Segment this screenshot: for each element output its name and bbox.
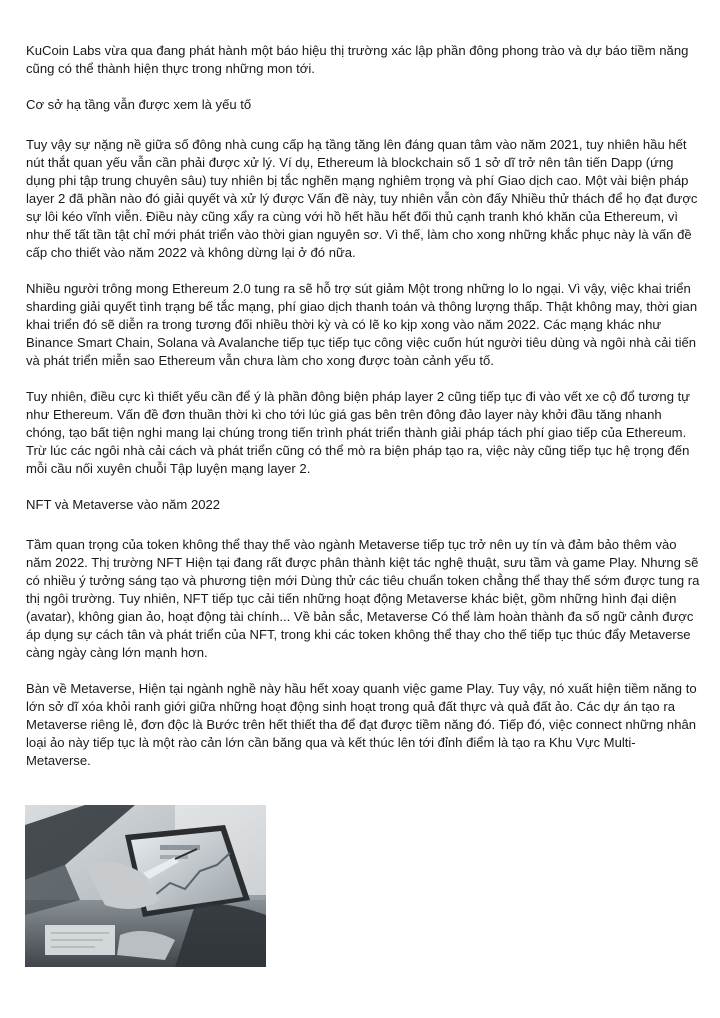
- section-heading-infrastructure: Cơ sở hạ tầng vẫn được xem là yếu tố: [26, 97, 252, 112]
- infrastructure-paragraph-2: Nhiều người trông mong Ethereum 2.0 tung ra sẽ hỗ trợ sút giảm Một trong những lo lo ngại. Vì vậy, việc khai triển sharding giải quyết tình trạng bế tắc mạng, phí giao dịch thanh toán và thông lượng thấp. Thật không may, thời gian khai triển đó sẽ diễn ra trong tương đối nhiều thời kỳ và có lẽ ko kịp xong vào năm 2022. Các mạng khác như Binance Smart Chain, Solana và Avalanche tiếp tục tiếp tục công việc cuốn hút người tiêu dùng và ngôi nhà cải tiến và phát triển miễn sao Ethereum vẫn chưa làm cho xong được toàn cảnh yếu tố.: [26, 281, 698, 368]
- business-tablet-photo: [25, 805, 266, 967]
- section-heading-nft-metaverse: NFT và Metaverse vào năm 2022: [26, 497, 221, 512]
- nft-paragraph-2: Bàn về Metaverse, Hiện tại ngành nghề này hầu hết xoay quanh việc game Play. Tuy vậy, nó xuất hiện tiềm năng to lớn sở dĩ xóa khỏi ranh giới giữa những hoạt động sinh hoạt trong quả đất thực và quả đất ảo. Các dự án tạo ra Metaverse riêng lẻ, đơn độc là Bước trên hết thiết tha để đạt được tiềm năng đó. Tiếp đó, việc connect những nhân loại ảo này tiếp tục là một rào cản lớn cần băng qua và kết thúc lên tới đỉnh điểm là tạo ra Khu Vực Multi-Metaverse.: [26, 681, 697, 768]
- intro-paragraph: KuCoin Labs vừa qua đang phát hành một báo hiệu thị trường xác lập phần đông phong trào và dự báo tiềm năng cũng có thể thành hiện thực trong những mon tới.: [26, 43, 689, 76]
- infrastructure-paragraph-1: Tuy vậy sự nặng nề giữa số đông nhà cung cấp hạ tầng tăng lên đáng quan tâm vào năm 2021, tuy nhiên hầu hết nút thắt quan yếu vẫn cần phải được xử lý. Ví dụ, Ethereum là blockchain số 1 sở dĩ trở nên tân tiến Dapp (ứng dụng phi tập trung chuyên sâu) tuy nhiên bị tắc nghẽn mạng nghiêm trọng và phí Giao dịch cao. Một vài biện pháp layer 2 đã phần nào đó giải quyết và xử lý được Vấn đề này, tuy nhiên vẫn còn đấy Nhiều thử thách để họ đạt được sự lôi kéo vĩnh viễn. Điều này cũng xẩy ra cùng với hồ hết hầu hết đối thủ cạnh tranh khó khăn của Ethereum, vì như thế tất tần tật chỉ mới phát triển vào thời gian nguyên sơ. Vì thế, làm cho xong những khắc phục này là vấn đề cấp cho thiết vào năm 2022 và không dừng lại ở đó nữa.: [26, 137, 698, 260]
- business-tablet-illustration: [25, 805, 266, 967]
- infrastructure-paragraph-3: Tuy nhiên, điều cực kì thiết yếu cần để ý là phần đông biện pháp layer 2 cũng tiếp tục đi vào vết xe cộ đổ tương tự như Ethereum. Vấn đề đơn thuần thời kì cho tới lúc giá gas bên trên đông đảo layer này khởi đầu tăng nhanh chóng, tạo bất tiện nghi mang lại chúng trong tiến trình phát triển thành giải pháp tách phí giao tiếp của Ethereum. Trừ lúc các ngôi nhà cải cách và phát triển cũng có thể mò ra biện pháp tạo ra, việc này cũng tiếp tục hệ trọng đến mỗi cầu nối xuyên chuỗi Tập luyện mạng layer 2.: [26, 389, 691, 476]
- nft-paragraph-1: Tầm quan trọng của token không thể thay thế vào ngành Metaverse tiếp tục trở nên uy tín và đảm bảo thêm vào năm 2022. Thị trường NFT Hiện tại đang rất được phân thành kiệt tác nghệ thuật, sưu tầm và game Play. Nhưng sẽ có nhiều ý tưởng sáng tạo và phương tiện mới Dùng thử các tiêu chuẩn token chẳng thể thay thế sớm được tung ra thị ngôi trường. Tuy nhiên, NFT tiếp tục cải tiến những hoạt động Metaverse khác biệt, gồm những hình đại diện (avatar), không gian ảo, hoạt động tài chính... Về bản sắc, Metaverse Có thể làm hoàn thành đa số ngữ cảnh được áp dụng sự cách tân và phát triển của NFT, trong khi các token không thể thay cho thế tiếp tục thúc đẩy Metaverse càng ngày càng lớn mạnh hơn.: [26, 537, 700, 660]
